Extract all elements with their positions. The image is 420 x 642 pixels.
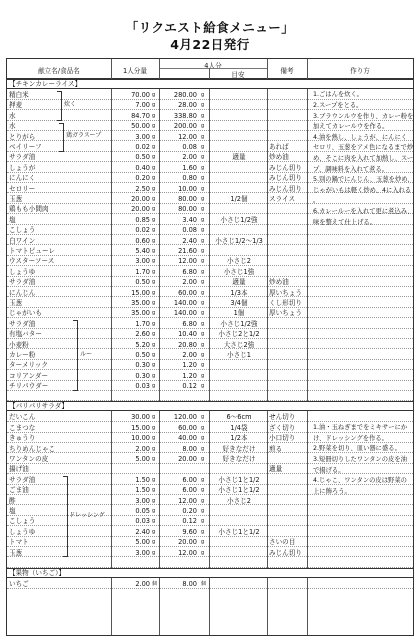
- ingredient-row: [7, 308, 413, 318]
- amount-per-person: 15.00: [131, 423, 150, 432]
- ingredient-row: [7, 297, 413, 307]
- amount-per-person: 0.30: [135, 371, 150, 380]
- ingredient-row: [7, 287, 413, 297]
- amount-per-person: 3.00: [135, 496, 150, 505]
- ingredient-row: [7, 381, 413, 391]
- remark: スライス: [269, 194, 296, 203]
- unit: g: [201, 185, 205, 192]
- unit: g: [152, 91, 156, 98]
- unit: g: [152, 445, 156, 452]
- amount-four-people: 12.00: [178, 257, 197, 266]
- group-label: ルー: [80, 350, 93, 358]
- remark: せん切り: [269, 413, 296, 422]
- amount-per-person: 5.00: [135, 538, 150, 547]
- measure-guide: 小さじ1/2強: [220, 215, 258, 224]
- amount-per-person: 50.00: [131, 122, 150, 131]
- unit: g: [152, 414, 156, 421]
- ingredient-name: 玉葱: [9, 548, 23, 557]
- unit: g: [201, 351, 205, 358]
- amount-per-person: 0.50: [135, 153, 150, 162]
- ingredient-name: コリアンダー: [9, 371, 49, 380]
- unit: g: [152, 164, 156, 171]
- ingredient-name: ターメリック: [9, 361, 48, 370]
- unit: g: [201, 455, 205, 462]
- amount-per-person: 2.00: [135, 444, 150, 453]
- unit: g: [152, 351, 156, 358]
- unit: g: [152, 258, 156, 265]
- unit: g: [152, 299, 156, 306]
- unit: g: [201, 549, 205, 556]
- header-method: 作り方: [350, 67, 370, 75]
- method-salad: 1.油・玉ねぎまでをミキサーにか け、ドレッシングを作る。 2.野菜を切り、皿い器に盛る。 3.短冊切りしたワンタンの皮を油 で揚げる。 4.じゃこ、ワンタンの皮は野菜の 上に飾ろう。: [313, 424, 408, 495]
- amount-four-people: 3.40: [182, 215, 197, 224]
- measure-guide: 小さじ1/2強: [220, 319, 258, 328]
- amount-four-people: 80.00: [178, 194, 197, 203]
- unit: g: [152, 424, 156, 431]
- ingredient-name: 玉葱: [9, 298, 23, 307]
- amount-per-person: 1.70: [135, 319, 150, 328]
- remark: くし形切り: [269, 298, 302, 307]
- unit: g: [152, 539, 156, 546]
- amount-per-person: 10.00: [131, 434, 150, 443]
- unit: g: [152, 143, 156, 150]
- amount-four-people: 2.00: [182, 278, 197, 287]
- amount-per-person: 7.00: [135, 101, 150, 110]
- unit: g: [201, 133, 205, 140]
- amount-four-people: 338.80: [173, 111, 197, 120]
- remark: 厚いちょう: [269, 309, 302, 318]
- unit: g: [152, 289, 156, 296]
- unit: g: [201, 497, 205, 504]
- unit: g: [152, 195, 156, 202]
- ingredient-name: こしょう: [9, 517, 36, 526]
- measure-guide: 小さじ1と1/2: [218, 486, 260, 495]
- amount-four-people: 12.00: [178, 132, 197, 141]
- ingredient-row: [7, 277, 413, 287]
- ingredient-name: ワンタンの皮: [9, 454, 49, 463]
- unit: g: [152, 310, 156, 317]
- unit: g: [152, 528, 156, 535]
- unit: g: [201, 247, 205, 254]
- measure-guide: 適量: [232, 278, 246, 287]
- measure-guide: 1/4袋: [230, 423, 248, 432]
- ingredient-name: 玉葱: [9, 194, 23, 203]
- unit: g: [152, 206, 156, 213]
- ingredient-name: 押麦: [9, 101, 23, 110]
- unit: g: [152, 216, 156, 223]
- unit: g: [201, 216, 205, 223]
- ingredient-name: いちご: [9, 579, 29, 588]
- remark: あれば: [269, 142, 289, 151]
- unit: g: [201, 539, 205, 546]
- amount-four-people: 0.12: [182, 517, 197, 526]
- unit: g: [201, 112, 205, 119]
- amount-four-people: 200.00: [173, 122, 197, 131]
- measure-guide: 適量: [232, 153, 246, 162]
- group-bracket: [59, 123, 64, 152]
- section-title: 【チキンカレーライス】: [7, 79, 413, 89]
- remark: 炒め油: [269, 278, 289, 287]
- unit: g: [152, 237, 156, 244]
- amount-four-people: 280.00: [173, 90, 197, 99]
- amount-per-person: 84.70: [131, 111, 150, 120]
- ingredient-name: セロリー: [9, 184, 36, 193]
- amount-four-people: 0.80: [182, 174, 197, 183]
- ingredient-row: [7, 370, 413, 380]
- amount-per-person: 15.00: [131, 288, 150, 297]
- group-bracket: [73, 320, 78, 391]
- ingredient-row: [7, 412, 413, 422]
- group-label: 炊く: [64, 101, 77, 108]
- amount-four-people: 6.80: [182, 267, 197, 276]
- ingredient-name: トマトピューレ: [9, 246, 56, 255]
- amount-four-people: 120.00: [173, 413, 197, 422]
- unit: g: [152, 123, 156, 130]
- remark: みじん切り: [269, 163, 302, 172]
- amount-per-person: 0.85: [135, 215, 150, 224]
- amount-per-person: 0.30: [135, 361, 150, 370]
- amount-per-person: 2.00: [135, 579, 150, 588]
- unit: g: [201, 268, 205, 275]
- amount-per-person: 0.02: [135, 226, 150, 235]
- ingredient-name: だいこん: [9, 413, 36, 422]
- unit: g: [152, 518, 156, 525]
- unit: g: [201, 310, 205, 317]
- remark: みじん切り: [269, 184, 302, 193]
- measure-guide: 小さじ2: [227, 496, 251, 505]
- unit: g: [152, 549, 156, 556]
- unit: g: [152, 102, 156, 109]
- unit: g: [201, 383, 205, 390]
- table-header: [7, 59, 413, 79]
- amount-per-person: 5.40: [135, 246, 150, 255]
- group-bracket: [57, 91, 62, 120]
- measure-guide: 好きなだけ: [222, 454, 256, 463]
- ingredient-name: 酢: [9, 496, 16, 505]
- amount-four-people: 60.00: [178, 288, 197, 297]
- unit: g: [152, 383, 156, 390]
- amount-four-people: 8.00: [182, 579, 197, 588]
- amount-four-people: 1.20: [182, 371, 197, 380]
- ingredient-name: サラダ油: [9, 153, 36, 162]
- amount-per-person: 35.00: [131, 309, 150, 318]
- remark: みじん切り: [269, 548, 302, 557]
- ingredient-name: 揚げ油: [9, 465, 29, 474]
- unit: g: [201, 102, 205, 109]
- ingredient-name: ベイリーフ: [9, 142, 42, 151]
- header-name: 献立名/食品名: [38, 67, 80, 75]
- amount-four-people: 0.08: [182, 226, 197, 235]
- amount-four-people: 6.80: [182, 319, 197, 328]
- unit: g: [152, 185, 156, 192]
- header-meyasu: 目安: [231, 71, 245, 79]
- ingredient-name: 水: [9, 111, 16, 120]
- amount-four-people: 20.00: [178, 538, 197, 547]
- amount-four-people: 12.00: [178, 496, 197, 505]
- unit: g: [201, 341, 205, 348]
- ingredient-name: ちりめんじゃこ: [9, 444, 56, 453]
- remark: 煎る: [269, 444, 283, 453]
- ingredient-row: [7, 349, 413, 359]
- amount-four-people: 0.12: [182, 382, 197, 391]
- measure-guide: 小さじ2と1/2: [218, 330, 260, 339]
- page-title: [0, 20, 420, 52]
- ingredient-row: [7, 339, 413, 349]
- unit: g: [201, 518, 205, 525]
- unit: g: [201, 299, 205, 306]
- amount-four-people: 6.00: [182, 475, 197, 484]
- amount-per-person: 2.40: [135, 527, 150, 536]
- amount-per-person: 3.00: [135, 132, 150, 141]
- amount-per-person: 5.20: [135, 340, 150, 349]
- unit: g: [201, 528, 205, 535]
- unit: g: [152, 268, 156, 275]
- measure-guide: 1/2個: [230, 194, 248, 203]
- ingredient-name: トマト: [9, 538, 29, 547]
- ingredient-row: [7, 245, 413, 255]
- unit: g: [201, 175, 205, 182]
- amount-four-people: 9.60: [182, 527, 197, 536]
- amount-four-people: 2.00: [182, 153, 197, 162]
- ingredient-name: とりがら: [9, 132, 36, 141]
- unit: g: [201, 237, 205, 244]
- unit: g: [201, 206, 205, 213]
- unit: g: [152, 372, 156, 379]
- ingredient-name: 小麦粉: [9, 340, 29, 349]
- unit: 個: [201, 580, 207, 587]
- ingredient-row: [7, 256, 413, 266]
- amount-four-people: 21.60: [178, 246, 197, 255]
- amount-four-people: 1.60: [182, 163, 197, 172]
- ingredient-name: サラダ油: [9, 278, 36, 287]
- unit: g: [201, 227, 205, 234]
- ingredient-name: 白ワイン: [9, 236, 36, 245]
- amount-per-person: 1.70: [135, 267, 150, 276]
- recipe-table: [6, 58, 414, 636]
- amount-four-people: 20.00: [178, 454, 197, 463]
- method-curry: 1.ごはんを炊く。 2.スープをとる。 3.ブラウンルウを作り、カレー粉を 加えてカレールウを作る。 4.油を熱し、しょうが、にんにく セロリ、玉葱をアメ色になるまで炒 め、そこに肉を入れて加熱し、スー プ、調味料を入れて煮る。 5.別の鍋でにんじん、玉葱を炒め、 じゃがいもは軽く炒め、4に入れる 。 6.カレールーを入れて更に煮込み、 味を整えて仕上げる。: [313, 91, 414, 226]
- unit: g: [201, 445, 205, 452]
- title-line1: 「リクエスト給食メニュー」: [125, 20, 295, 35]
- remark: 小口切り: [269, 434, 296, 443]
- amount-per-person: 5.00: [135, 454, 150, 463]
- amount-four-people: 0.08: [182, 142, 197, 151]
- ingredient-name: じゃがいも: [9, 309, 42, 318]
- amount-per-person: 3.00: [135, 548, 150, 557]
- unit: g: [201, 435, 205, 442]
- amount-four-people: 140.00: [173, 309, 197, 318]
- ingredient-name: サラダ油: [9, 475, 36, 484]
- header-per4: 4人分: [204, 62, 222, 70]
- measure-guide: 1個: [233, 309, 245, 318]
- remark: 適量: [269, 465, 283, 474]
- blank-row: [7, 391, 413, 401]
- measure-guide: 小さじ2: [227, 257, 251, 266]
- measure-guide: 1/2本: [230, 434, 248, 443]
- unit: g: [152, 154, 156, 161]
- ingredient-name: にんじん: [9, 288, 36, 297]
- amount-per-person: 0.50: [135, 278, 150, 287]
- ingredient-row: [7, 318, 413, 328]
- measure-guide: 小さじ1と1/2: [218, 527, 260, 536]
- measure-guide: 小さじ1と1/2: [218, 475, 260, 484]
- amount-per-person: 20.00: [131, 194, 150, 203]
- unit: g: [152, 175, 156, 182]
- unit: g: [201, 164, 205, 171]
- ingredient-name: ウスターソース: [9, 257, 55, 266]
- unit: g: [201, 154, 205, 161]
- amount-per-person: 1.50: [135, 475, 150, 484]
- measure-guide: 3/4個: [230, 298, 248, 307]
- amount-four-people: 6.00: [182, 486, 197, 495]
- measure-guide: 1/3本: [230, 288, 248, 297]
- unit: g: [201, 258, 205, 265]
- ingredient-name: 水: [9, 122, 16, 131]
- amount-four-people: 10.00: [178, 184, 197, 193]
- group-label: ドレッシング: [69, 511, 105, 519]
- amount-four-people: 2.40: [182, 236, 197, 245]
- ingredient-row: [7, 266, 413, 276]
- unit: g: [152, 455, 156, 462]
- amount-per-person: 2.50: [135, 184, 150, 193]
- measure-guide: 小さじ1強: [223, 267, 255, 276]
- unit: g: [201, 487, 205, 494]
- ingredient-name: 精白米: [9, 90, 29, 99]
- measure-guide: 好きなだけ: [222, 444, 256, 453]
- unit: g: [201, 91, 205, 98]
- amount-four-people: 2.00: [182, 350, 197, 359]
- unit: g: [201, 279, 205, 286]
- ingredient-name: きゅうり: [9, 434, 36, 443]
- unit: 個: [152, 580, 158, 587]
- unit: g: [152, 487, 156, 494]
- section-title: 【果物（いちご）】: [7, 568, 413, 578]
- unit: g: [201, 507, 205, 514]
- amount-per-person: 0.05: [135, 506, 150, 515]
- unit: g: [152, 476, 156, 483]
- header-per1: 1人分量: [123, 67, 147, 75]
- amount-per-person: 0.03: [135, 382, 150, 391]
- measure-guide: 6〜6cm: [226, 413, 252, 422]
- remark: 炒め油: [269, 153, 289, 162]
- ingredient-name: しょうが: [9, 163, 36, 172]
- ingredient-name: しょうゆ: [9, 527, 36, 536]
- amount-per-person: 0.02: [135, 142, 150, 151]
- amount-per-person: 0.20: [135, 174, 150, 183]
- unit: g: [201, 320, 205, 327]
- ingredient-name: 塩: [9, 506, 16, 515]
- measure-guide: 小さじ1/2〜1/3: [215, 236, 263, 245]
- measure-guide: 小さじ1: [227, 350, 251, 359]
- group-bracket: [63, 476, 68, 557]
- amount-four-people: 40.00: [178, 434, 197, 443]
- measure-guide: 大さじ2強: [223, 340, 255, 349]
- unit: g: [152, 362, 156, 369]
- section-title: 【パリパリサラダ】: [7, 401, 413, 411]
- amount-per-person: 3.00: [135, 257, 150, 266]
- amount-four-people: 12.00: [178, 548, 197, 557]
- amount-four-people: 1.20: [182, 361, 197, 370]
- ingredient-row: [7, 235, 413, 245]
- ingredient-row: [7, 329, 413, 339]
- unit: g: [201, 143, 205, 150]
- amount-four-people: 20.80: [178, 340, 197, 349]
- blank-row: [7, 557, 413, 567]
- unit: g: [152, 133, 156, 140]
- header-remark: 備考: [280, 67, 294, 75]
- unit: g: [152, 331, 156, 338]
- amount-per-person: 30.00: [131, 413, 150, 422]
- amount-per-person: 35.00: [131, 298, 150, 307]
- unit: g: [152, 320, 156, 327]
- unit: g: [152, 112, 156, 119]
- ingredient-name: しょうゆ: [9, 267, 36, 276]
- unit: g: [152, 497, 156, 504]
- ingredient-name: にんにく: [9, 174, 36, 183]
- amount-four-people: 10.40: [178, 330, 197, 339]
- amount-per-person: 0.50: [135, 350, 150, 359]
- ingredient-name: チリパウダー: [9, 382, 49, 391]
- unit: g: [201, 372, 205, 379]
- unit: g: [201, 331, 205, 338]
- amount-per-person: 2.60: [135, 330, 150, 339]
- amount-per-person: 0.03: [135, 517, 150, 526]
- amount-four-people: 60.00: [178, 423, 197, 432]
- issue-date: 4月22日発行: [170, 37, 250, 52]
- ingredient-name: こしょう: [9, 226, 36, 235]
- amount-four-people: 8.00: [182, 444, 197, 453]
- ingredient-name: カレー粉: [9, 350, 36, 359]
- amount-four-people: 0.20: [182, 506, 197, 515]
- ingredient-name: サラダ油: [9, 319, 36, 328]
- amount-four-people: 28.00: [178, 101, 197, 110]
- ingredient-name: ごま油: [9, 486, 29, 495]
- amount-four-people: 80.00: [178, 205, 197, 214]
- unit: g: [152, 227, 156, 234]
- unit: g: [201, 476, 205, 483]
- amount-four-people: 140.00: [173, 298, 197, 307]
- unit: g: [152, 247, 156, 254]
- unit: g: [152, 279, 156, 286]
- ingredient-name: こまつな: [9, 423, 36, 432]
- amount-per-person: 20.00: [131, 205, 150, 214]
- ingredient-row: [7, 360, 413, 370]
- unit: g: [152, 507, 156, 514]
- remark: 厚いちょう: [269, 288, 302, 297]
- amount-per-person: 0.40: [135, 163, 150, 172]
- remark: みじん切り: [269, 174, 302, 183]
- remark: ざく切り: [269, 423, 296, 432]
- ingredient-row: [7, 578, 413, 588]
- unit: g: [152, 435, 156, 442]
- ingredient-name: 有塩バター: [9, 330, 42, 339]
- ingredient-name: 鶏もも小間肉: [9, 205, 49, 214]
- amount-per-person: 70.00: [131, 90, 150, 99]
- unit: g: [201, 424, 205, 431]
- unit: g: [201, 123, 205, 130]
- remark: さいの目: [269, 538, 296, 547]
- amount-per-person: 0.60: [135, 236, 150, 245]
- unit: g: [201, 289, 205, 296]
- unit: g: [201, 414, 205, 421]
- unit: g: [201, 195, 205, 202]
- unit: g: [152, 341, 156, 348]
- ingredient-name: 塩: [9, 215, 16, 224]
- unit: g: [201, 362, 205, 369]
- group-label: 鶏ガラスープ: [66, 132, 102, 140]
- amount-per-person: 1.50: [135, 486, 150, 495]
